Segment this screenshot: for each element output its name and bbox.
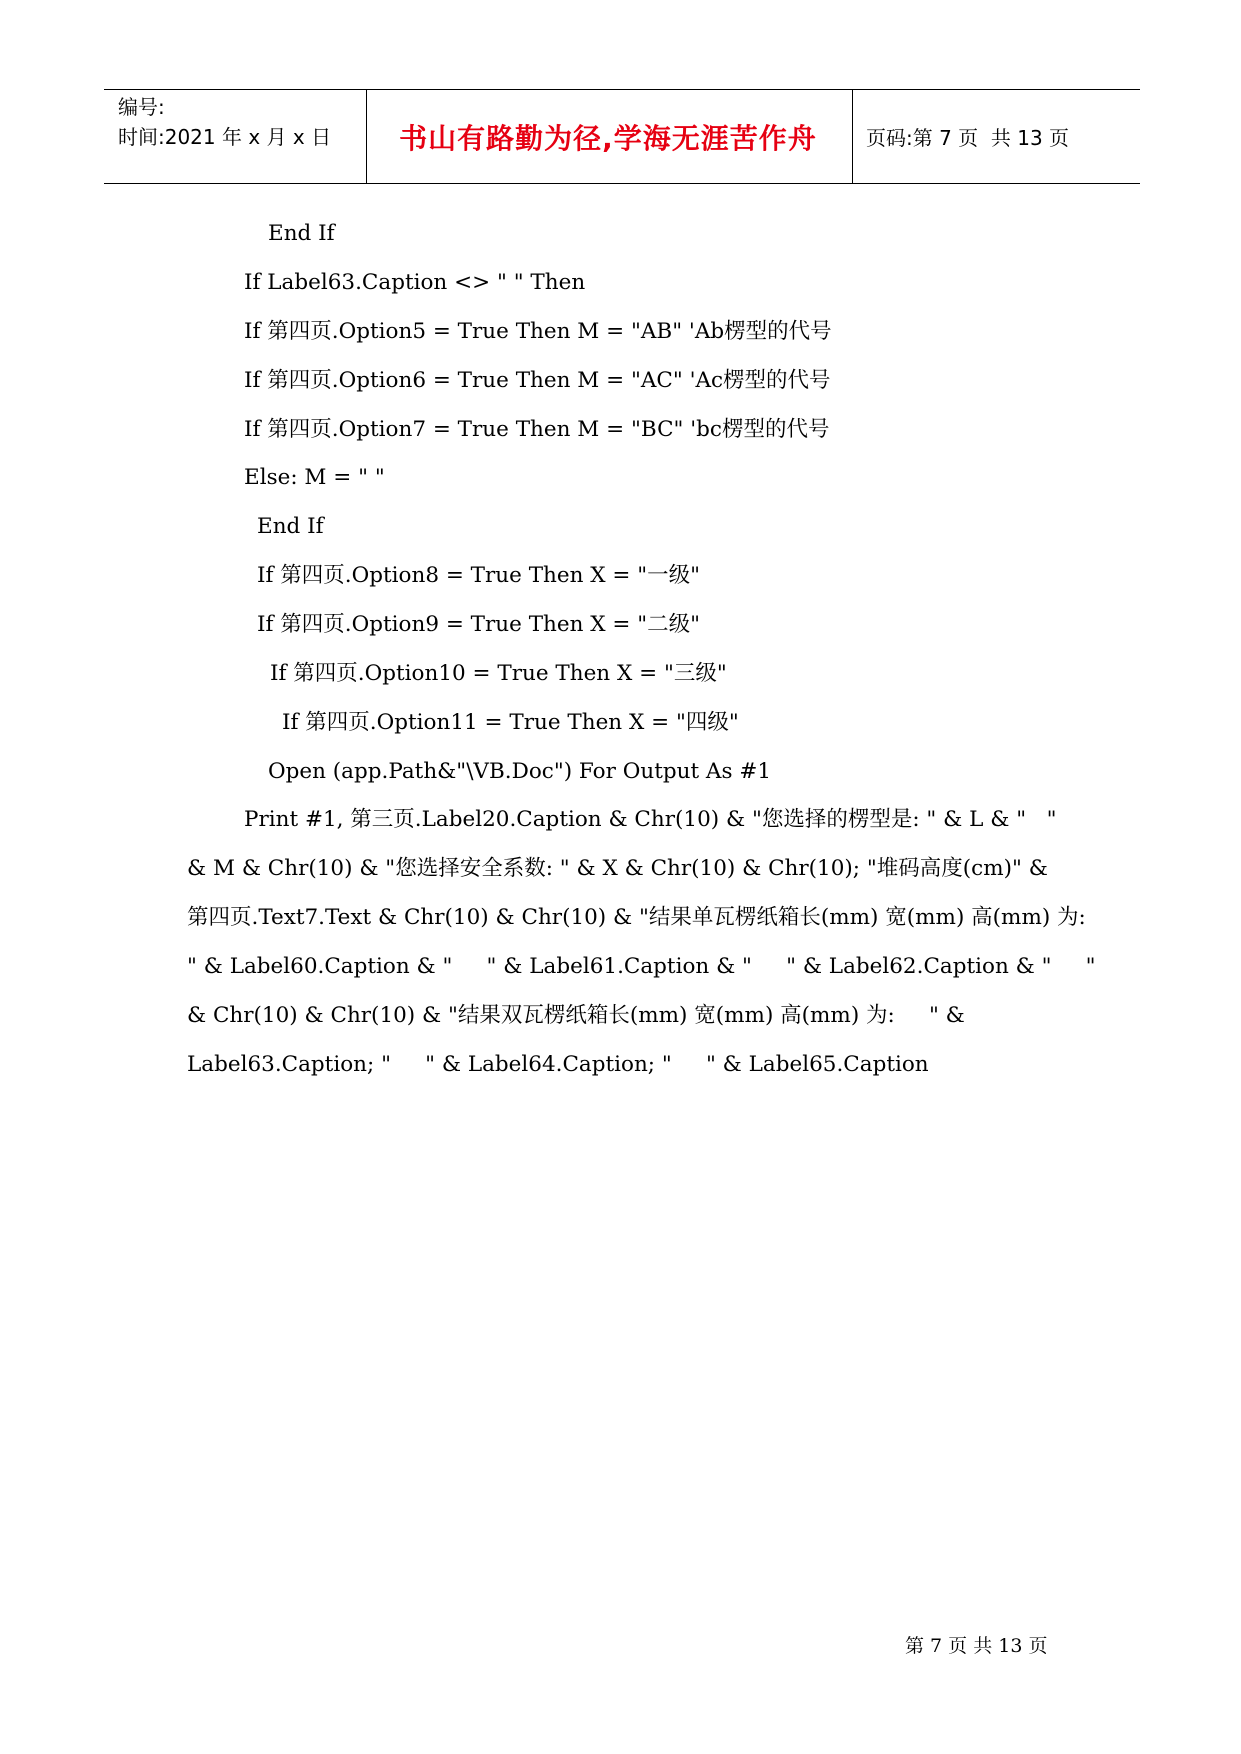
- header-number-label: 编号:: [118, 95, 165, 119]
- code-line: If 第四页.Option10 = True Then X = "三级": [270, 661, 727, 686]
- code-line: If 第四页.Option7 = True Then M = "BC" 'bc楞型的代号: [244, 417, 830, 442]
- code-line: Else: M = " ": [244, 465, 385, 490]
- code-line: If 第四页.Option9 = True Then X = "二级": [257, 612, 701, 637]
- header-divider-right: [852, 90, 853, 183]
- print-line: & M & Chr(10) & "您选择安全系数: " & X & Chr(10) & Chr(10); "堆码高度(cm)" &: [187, 856, 1048, 881]
- code-line: End If: [257, 514, 324, 539]
- code-line: If Label63.Caption <> " " Then: [244, 270, 586, 295]
- code-line: If 第四页.Option8 = True Then X = "一级": [257, 563, 701, 588]
- page-footer: 第 7 页 共 13 页: [905, 1635, 1048, 1657]
- code-line: Open (app.Path&"\VB.Doc") For Output As #1: [268, 759, 772, 784]
- header-meta: [118, 92, 363, 152]
- code-line: End If: [268, 221, 335, 246]
- print-line: " & Label60.Caption & " " & Label61.Caption & " " & Label62.Caption & " ": [187, 954, 1096, 979]
- header-divider-left: [366, 90, 367, 183]
- header-motto: 书山有路勤为径,学海无涯苦作舟: [399, 121, 817, 155]
- code-line: If 第四页.Option11 = True Then X = "四级": [282, 710, 739, 735]
- print-line: Label63.Caption; " " & Label64.Caption; " " & Label65.Caption: [187, 1052, 929, 1077]
- print-line: Print #1, 第三页.Label20.Caption & Chr(10) & "您选择的楞型是: " & L & " ": [244, 807, 1057, 832]
- header-page-label: 页码:第 7 页 共 13 页: [866, 126, 1070, 150]
- print-statement: [187, 805, 1142, 1099]
- code-line: If 第四页.Option6 = True Then M = "AC" 'Ac楞型的代号: [244, 368, 831, 393]
- page-header: [104, 89, 1140, 184]
- print-line: & Chr(10) & Chr(10) & "结果双瓦楞纸箱长(mm) 宽(mm) 高(mm) 为: " &: [187, 1003, 965, 1028]
- code-line: If 第四页.Option5 = True Then M = "AB" 'Ab楞型的代号: [244, 319, 832, 344]
- header-date-label: 时间:2021 年 x 月 x 日: [118, 125, 332, 149]
- print-line: 第四页.Text7.Text & Chr(10) & Chr(10) & "结果单瓦楞纸箱长(mm) 宽(mm) 高(mm) 为:: [187, 905, 1086, 930]
